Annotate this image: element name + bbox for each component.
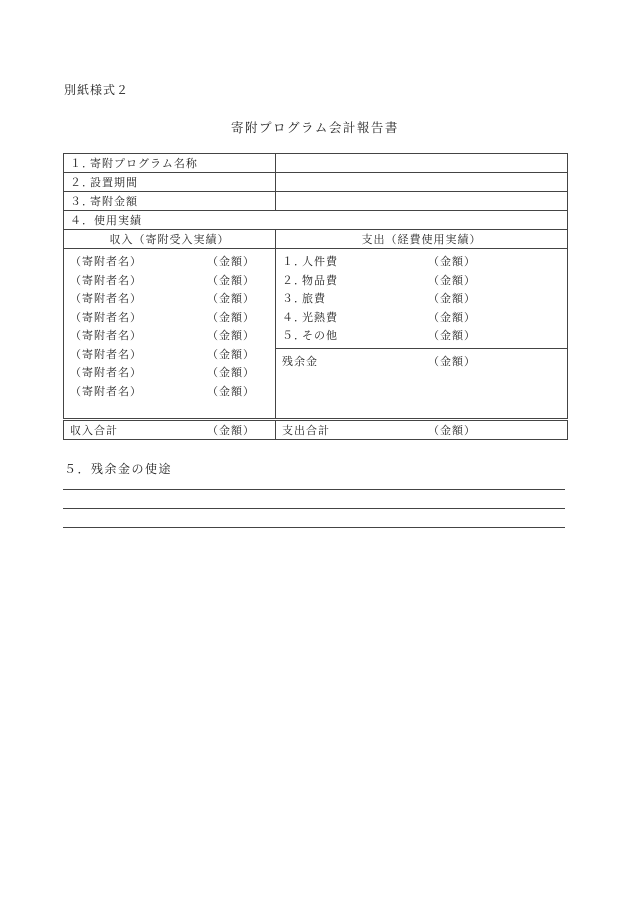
period-label: ２．設置期間 bbox=[64, 173, 276, 192]
list-item: （寄附者名） （金額） bbox=[70, 347, 255, 361]
list-item: ５．その他 （金額） bbox=[282, 329, 476, 343]
list-item: １．人件費 （金額） bbox=[282, 255, 476, 269]
results-label: ４．使用実績 bbox=[64, 211, 568, 230]
writing-line[interactable] bbox=[63, 527, 565, 528]
table-row bbox=[64, 192, 568, 211]
expense-total-cell bbox=[276, 419, 568, 440]
writing-line[interactable] bbox=[63, 508, 565, 509]
income-total-cell bbox=[64, 419, 276, 440]
income-header: 収入（寄附受入実績） bbox=[64, 230, 276, 249]
expense-total: 支出合計 （金額） bbox=[282, 423, 476, 437]
list-item: （寄附者名） （金額） bbox=[70, 366, 255, 380]
expense-list bbox=[276, 249, 568, 349]
balance-cell bbox=[276, 348, 568, 419]
income-total: 収入合計 （金額） bbox=[70, 423, 255, 437]
list-item: （寄附者名） （金額） bbox=[70, 292, 255, 306]
program-name-value[interactable] bbox=[276, 154, 568, 173]
form-identifier: 別紙様式２ bbox=[64, 83, 130, 97]
list-item: 残余金 （金額） bbox=[282, 354, 476, 368]
expense-header: 支出（経費使用実績） bbox=[276, 230, 568, 249]
list-item: ４．光熱費 （金額） bbox=[282, 310, 476, 324]
income-list bbox=[64, 249, 276, 420]
list-item: （寄附者名） （金額） bbox=[70, 329, 255, 343]
period-value[interactable] bbox=[276, 173, 568, 192]
donation-amount-value[interactable] bbox=[276, 192, 568, 211]
donation-amount-label: ３．寄附金額 bbox=[64, 192, 276, 211]
accounting-report-table bbox=[63, 153, 568, 440]
table-row bbox=[64, 173, 568, 192]
table-row bbox=[64, 211, 568, 230]
section5-title: ５．残余金の使途 bbox=[64, 462, 173, 476]
list-item: （寄附者名） （金額） bbox=[70, 384, 255, 398]
list-item: （寄附者名） （金額） bbox=[70, 273, 255, 287]
list-item: ３．旅費 （金額） bbox=[282, 292, 476, 306]
list-item: ２．物品費 （金額） bbox=[282, 273, 476, 287]
table-row bbox=[64, 230, 568, 249]
table-row bbox=[64, 154, 568, 173]
writing-line[interactable] bbox=[63, 489, 565, 490]
program-name-label: １．寄附プログラム名称 bbox=[64, 154, 276, 173]
list-item: （寄附者名） （金額） bbox=[70, 310, 255, 324]
list-item: （寄附者名） （金額） bbox=[70, 255, 255, 269]
document-title: 寄附プログラム会計報告書 bbox=[231, 120, 399, 135]
table-row bbox=[64, 419, 568, 440]
table-row bbox=[64, 249, 568, 349]
